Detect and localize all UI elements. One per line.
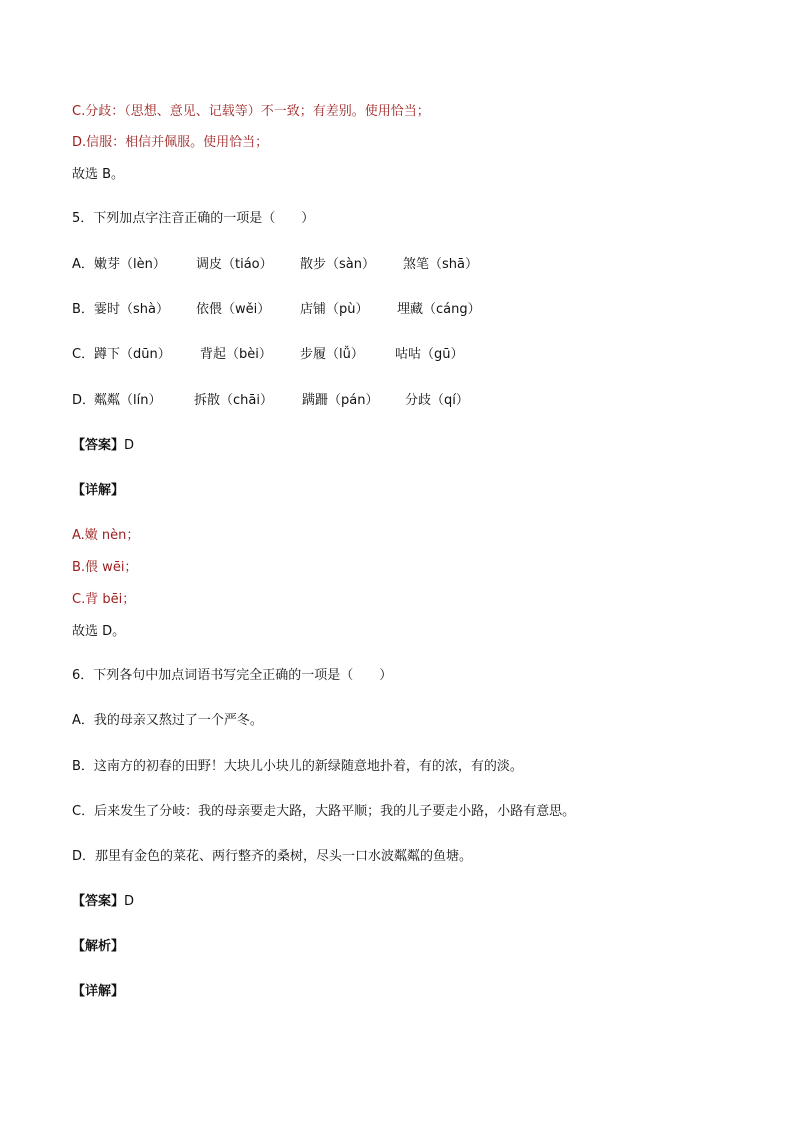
- option-item: 蹲下（dūn）: [94, 347, 171, 362]
- option-item: 煞笔（shā）: [403, 257, 478, 272]
- question-5-detail-b: B.偎 wēi；: [72, 560, 138, 575]
- prev-answer-line-d: D.信服：相信并佩服。使用恰当；: [72, 135, 269, 150]
- option-label: B．: [72, 302, 94, 317]
- question-5-detail-tag: 【详解】: [72, 483, 125, 498]
- question-5-detail-c: C.背 bēi；: [72, 592, 136, 607]
- question-6-option-a: A．我的母亲又熬过了一个严冬。: [72, 713, 263, 728]
- option-item: 埋藏（cáng）: [397, 302, 481, 317]
- option-item: 背起（bèi）: [200, 347, 272, 362]
- option-label: A．: [72, 257, 94, 272]
- question-6-option-d: D．那里有金色的菜花、两行整齐的桑树，尽头一口水波粼粼的鱼塘。: [72, 849, 473, 864]
- question-5-detail-a: A.嫩 nèn；: [72, 528, 140, 543]
- answer-value: D: [124, 894, 135, 909]
- option-item: 调皮（tiáo）: [196, 257, 273, 272]
- question-6-answer: [72, 894, 134, 910]
- question-5-conclusion: 故选 D。: [72, 624, 126, 639]
- option-item: 依偎（wěi）: [196, 302, 271, 317]
- option-item: 嫩芽（lèn）: [94, 257, 166, 272]
- option-label: D．: [72, 393, 96, 408]
- question-5-stem: 5．下列加点字注音正确的一项是（ ）: [72, 211, 315, 226]
- option-item: 店铺（pù）: [300, 302, 369, 317]
- option-item: 霎时（shà）: [94, 302, 169, 317]
- question-6-detail-tag: 【详解】: [72, 984, 125, 999]
- option-label: C．: [72, 347, 95, 362]
- option-item: 步履（lǚ）: [300, 347, 364, 362]
- option-item: 咕咕（gū）: [395, 347, 464, 362]
- option-item: 粼粼（lín）: [94, 393, 162, 408]
- option-item: 散步（sàn）: [300, 257, 375, 272]
- option-item: 蹒跚（pán）: [302, 393, 379, 408]
- answer-value: D: [124, 438, 135, 453]
- option-item: 分歧（qí）: [405, 393, 469, 408]
- question-6-option-b: B．这南方的初春的田野！大块儿小块儿的新绿随意地扑着，有的浓，有的淡。: [72, 759, 523, 774]
- prev-answer-line-c: C.分歧：（思想、意见、记载等）不一致；有差别。使用恰当；: [72, 104, 430, 119]
- question-6-analysis-tag: 【解析】: [72, 939, 125, 954]
- answer-tag: 【答案】: [72, 894, 125, 909]
- question-5-answer: [72, 438, 134, 454]
- question-6-option-c: C．后来发生了分岐：我的母亲要走大路，大路平顺；我的儿子要走小路，小路有意思。: [72, 804, 576, 819]
- option-item: 拆散（chāi）: [194, 393, 273, 408]
- question-6-stem: 6．下列各句中加点词语书写完全正确的一项是（ ）: [72, 668, 393, 683]
- answer-tag: 【答案】: [72, 438, 125, 453]
- prev-answer-conclusion: 故选 B。: [72, 167, 125, 182]
